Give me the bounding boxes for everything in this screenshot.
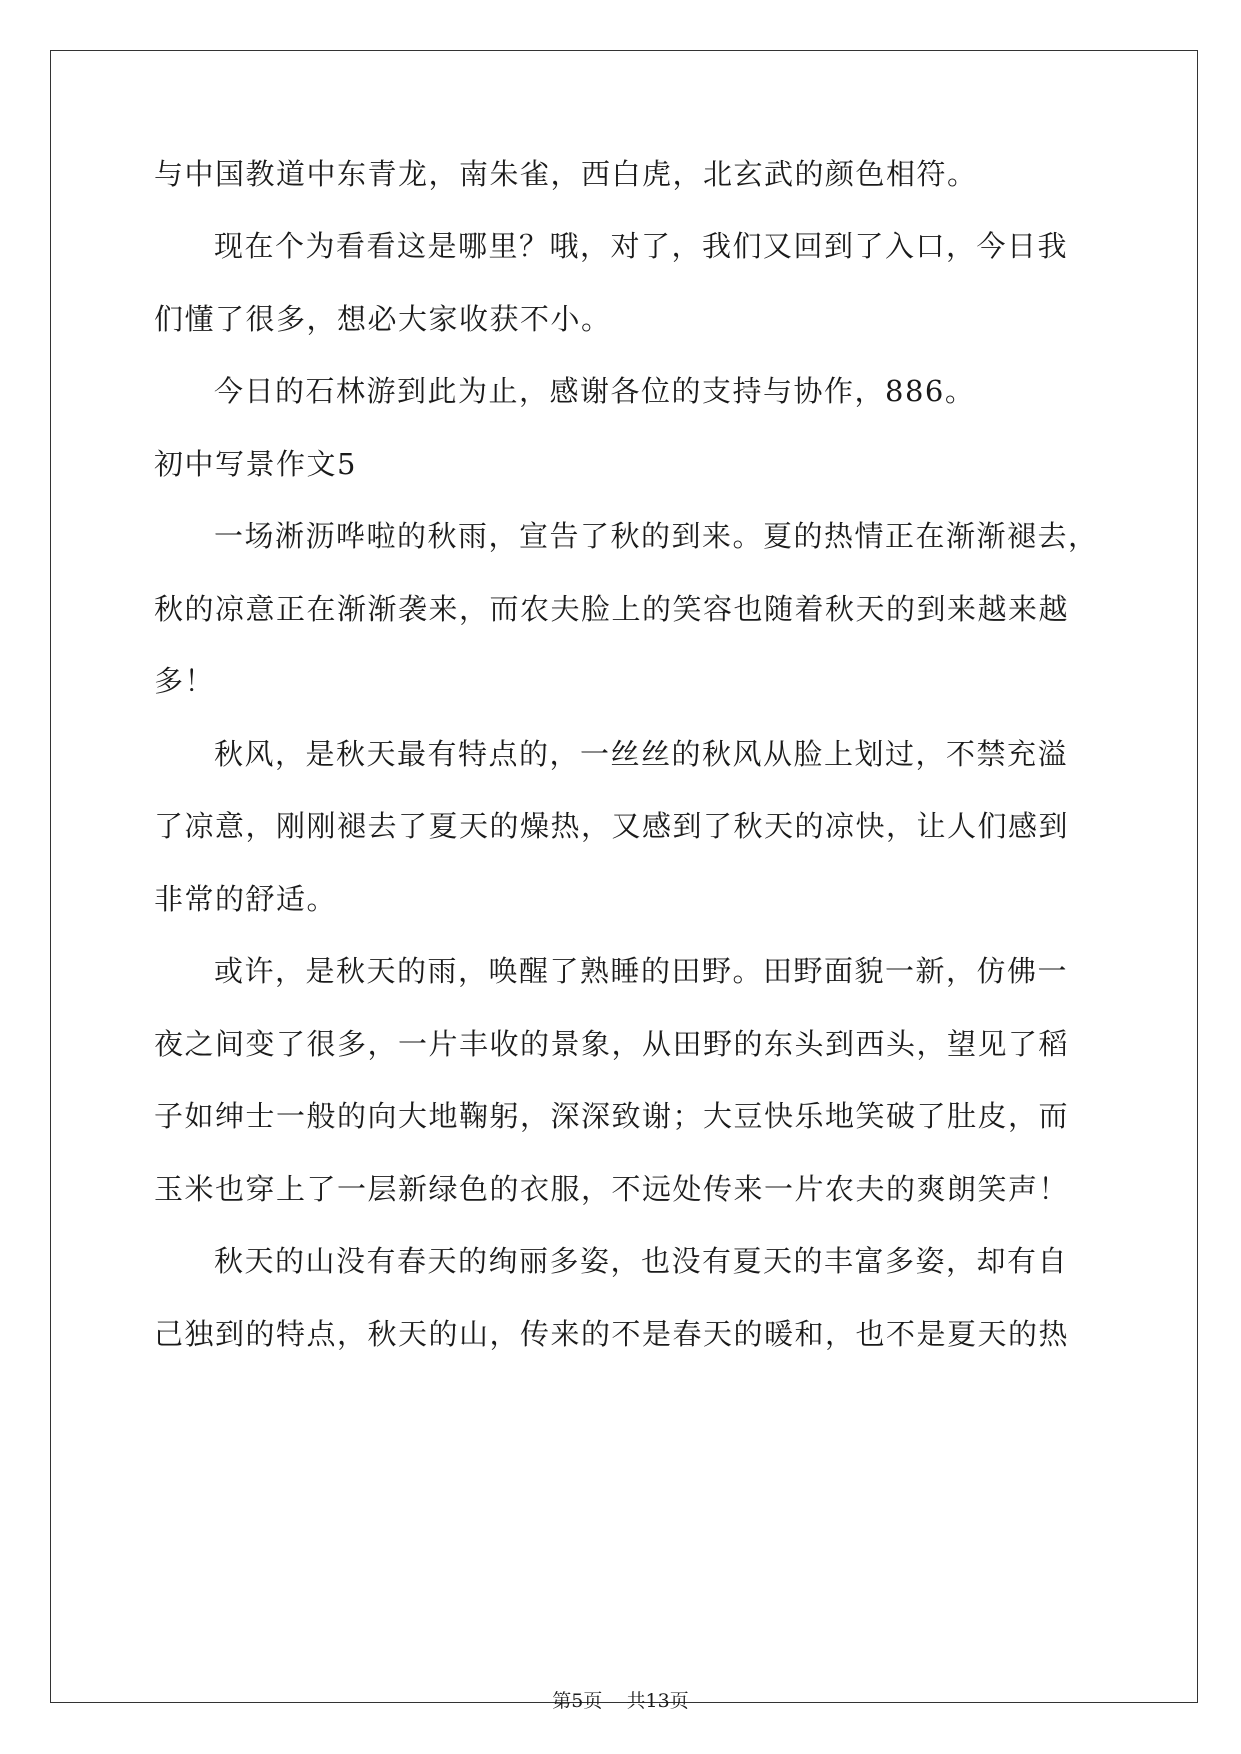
text-line: 夜之间变了很多，一片丰收的景象，从田野的东头到西头，望见了稻	[154, 1027, 1070, 1061]
text-line: 非常的舒适。	[154, 882, 338, 916]
text-line: 秋天的山没有春天的绚丽多姿，也没有夏天的丰富多姿，却有自	[214, 1244, 1069, 1278]
text-line: 与中国教道中东青龙，南朱雀，西白虎，北玄武的颜色相符。	[154, 157, 978, 191]
text-line: 现在个为看看这是哪里？哦，对了，我们又回到了入口，今日我	[214, 229, 1069, 263]
text-line: 子如绅士一般的向大地鞠躬，深深致谢；大豆快乐地笑破了肚皮，而	[154, 1099, 1070, 1133]
page-number: 第5页	[552, 1690, 603, 1712]
page-border	[50, 50, 1198, 1703]
text-line: 们懂了很多，想必大家收获不小。	[154, 302, 612, 336]
text-line: 玉米也穿上了一层新绿色的衣服，不远处传来一片农夫的爽朗笑声！	[154, 1172, 1070, 1206]
text-line: 己独到的特点，秋天的山，传来的不是春天的暖和，也不是夏天的热	[154, 1317, 1070, 1351]
page-footer	[0, 1692, 1241, 1711]
text-line: 或许，是秋天的雨，唤醒了熟睡的田野。田野面貌一新，仿佛一	[214, 954, 1069, 988]
text-line: 一场淅沥哗啦的秋雨，宣告了秋的到来。夏的热情正在渐渐褪去，	[214, 519, 1099, 553]
page-total: 共13页	[626, 1690, 689, 1712]
text-line: 秋风，是秋天最有特点的，一丝丝的秋风从脸上划过，不禁充溢	[214, 737, 1069, 771]
section-heading: 初中写景作文5	[154, 447, 357, 481]
text-line: 多！	[154, 664, 216, 698]
text-line: 了凉意，刚刚褪去了夏天的燥热，又感到了秋天的凉快，让人们感到	[154, 809, 1070, 843]
text-line: 今日的石林游到此为止，感谢各位的支持与协作，886。	[214, 374, 976, 408]
text-line: 秋的凉意正在渐渐袭来，而农夫脸上的笑容也随着秋天的到来越来越	[154, 592, 1070, 626]
